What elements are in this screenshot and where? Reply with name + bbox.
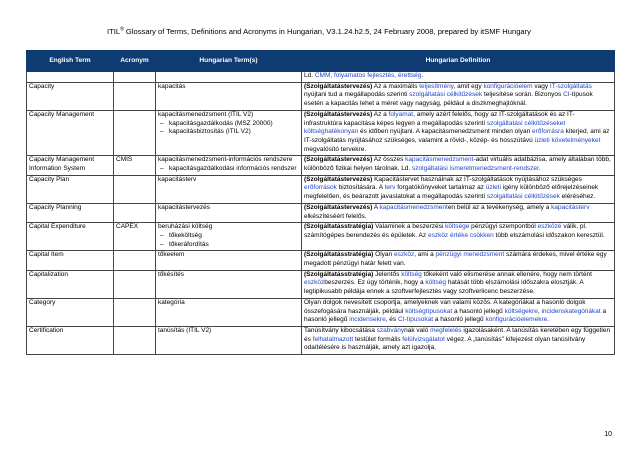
acronym-cell: CAPEX xyxy=(114,223,156,251)
glossary-term-link[interactable]: felhatalmazott xyxy=(312,335,354,343)
glossary-term-link[interactable]: felülvizsgálatot xyxy=(402,335,445,343)
acronym-cell xyxy=(114,270,156,298)
glossary-term-link[interactable]: eszköz xyxy=(304,279,325,287)
definition-text: , amely azért felelős, hogy az IT-szolgáltatások és az IT-infrastruktúra kapacitása képes legyen a megállapodás szerinti xyxy=(304,110,575,127)
page-number: 10 xyxy=(604,431,612,438)
column-header-hungarian-terms: Hungarian Term(s) xyxy=(156,51,302,72)
definition-text: megvalósító tervekre. xyxy=(304,145,367,153)
hungarian-term-text: kapacitásgazdálkodás (MSZ 20000) xyxy=(169,119,273,127)
definition-text: , amit egy xyxy=(453,82,484,90)
hungarian-term-text: kapacitás xyxy=(158,82,186,90)
definition-text: igazolásaként. A tanúsítás keretében egy független és xyxy=(304,326,611,343)
glossary-term-link[interactable]: pénzügyi menedzsment xyxy=(435,251,505,259)
definition-text: forgatókönyveket tartalmaz az xyxy=(395,184,486,192)
hungarian-term-text: tanúsítás (ITIL V2) xyxy=(158,326,212,334)
definition-cell xyxy=(302,223,615,251)
stage-label: (Szolgáltatástervezés) xyxy=(304,156,373,164)
glossary-term-link[interactable]: eszköz értéke csökken xyxy=(427,231,494,239)
english-term-cell: Certification xyxy=(27,326,114,354)
hungarian-term-cell xyxy=(156,251,302,270)
definition-text: válik, pl. számítógépes berendezés és épületek. Az xyxy=(304,223,587,239)
definition-text: , ami a xyxy=(414,251,436,259)
table-header-row xyxy=(27,51,615,72)
glossary-term-link[interactable]: erőforrásra xyxy=(532,128,564,136)
definition-text: A xyxy=(372,203,380,211)
hungarian-term-text: kapacitásbiztosítás (ITIL V2) xyxy=(169,128,251,136)
header-title-pre: ITIL xyxy=(107,27,121,36)
glossary-term-link[interactable]: kapacitásmenedzsment xyxy=(379,203,448,211)
definition-text: Olyan dolgok nevesített csoportja, amelyeknek van valami közös. A kategóriákat a hasonló dolgok összefogására használják, például xyxy=(304,298,586,315)
table-row xyxy=(27,82,615,110)
glossary-term-link[interactable]: szolgáltatási célkitűzéseket költséghatékonyan xyxy=(304,119,566,136)
table-row xyxy=(27,156,615,175)
definition-text: elkészítéséért felelős. xyxy=(304,212,367,220)
hungarian-term-text: tőkeköltség xyxy=(169,231,202,239)
definition-text: . xyxy=(421,72,424,79)
glossary-term-link[interactable]: terv xyxy=(384,184,396,192)
definition-text: nak való xyxy=(404,326,431,334)
definition-text: -típusok esetén a kapacitás lehet a méret vagy nagyság, például a diszkmeghajtóknál. xyxy=(304,91,593,108)
definition-text: több elszámolási időszakon keresztül. xyxy=(493,231,605,239)
hungarian-term-cell xyxy=(156,156,302,175)
hungarian-term-text: kategória xyxy=(158,298,185,306)
glossary-term-link[interactable]: költségekre xyxy=(504,307,538,315)
definition-text: végez. A „tanúsítás" kifejezést olyan tanúsítvány odaítélésére is használják, amely azt igazolja, xyxy=(304,335,586,352)
glossary-term-link[interactable]: üzleti követelményeket xyxy=(534,136,601,144)
acronym-cell: CMIS xyxy=(114,156,156,175)
definition-text: en belül az a tevékenység, amely a xyxy=(447,203,552,211)
hungarian-term-cell xyxy=(156,82,302,110)
definition-cell xyxy=(302,270,615,298)
glossary-term-link[interactable]: folyamat xyxy=(388,110,414,118)
glossary-body xyxy=(27,72,615,355)
hungarian-term-text: kapacitásterv xyxy=(158,175,197,183)
definition-text: tőkeként való elismerése annak ellenére, hogy nem történt xyxy=(421,270,592,278)
english-term-cell: Capacity Plan xyxy=(27,175,114,203)
definition-text: Az összes xyxy=(372,156,406,164)
english-term-cell: Capital Item xyxy=(27,251,114,270)
table-row xyxy=(27,110,615,156)
definition-cell xyxy=(302,175,615,203)
acronym-cell xyxy=(114,82,156,110)
table-row xyxy=(27,298,615,326)
glossary-term-link[interactable]: teljesítmény xyxy=(419,82,454,90)
glossary-term-link[interactable]: szolgáltatási ismeretmenedzsment-rendszer xyxy=(412,165,539,173)
definition-text: Valaminek a beszerzési xyxy=(373,223,446,231)
hungarian-term-cell xyxy=(156,203,302,222)
definition-text: testület formális xyxy=(353,335,403,343)
hungarian-term-cell xyxy=(156,175,302,203)
definition-text: hatását több elszámolási időszakra elosztják. A legtipikusabb példája ennek a szoftverfejlesztés vagy szoftverlicenc beszerzése. xyxy=(304,279,584,296)
definition-text: pénzügyi szempontból xyxy=(469,223,538,231)
definition-cell xyxy=(302,203,615,222)
stage-label: (Szolgáltatásstratégia) xyxy=(304,270,374,278)
glossary-term-link[interactable]: CI xyxy=(563,91,570,99)
header-title-rest: Glossary of Terms, Definitions and Acronyms in Hungarian, V3.1.24.h2.5, 24 February 2008, prepared by itSMF Hungary xyxy=(123,27,531,36)
definition-cell xyxy=(302,251,615,270)
definition-text: -adat virtuális adatbázisa, amely általában több, különböző fizikai helyen tárolnak. Ld. xyxy=(304,156,611,173)
table-row xyxy=(27,223,615,251)
hungarian-term-cell xyxy=(156,326,302,354)
hungarian-term-text: tőkeráfordítás xyxy=(169,240,209,248)
definition-text: Olyan xyxy=(373,251,394,259)
glossary-term-link[interactable]: megfelelés xyxy=(430,326,462,334)
english-term-cell: Capital Expenditure xyxy=(27,223,114,251)
definition-text: és időben nyújtani. A kapacitásmenedzsment minden olyan xyxy=(358,128,533,136)
english-term-cell: Capacity Management Information System xyxy=(27,156,114,175)
hungarian-term-text: kapacitásmenedzsment (ITIL V2) xyxy=(158,110,254,118)
hungarian-term-cell xyxy=(156,110,302,156)
definition-cell xyxy=(302,72,615,83)
english-term-cell: Category xyxy=(27,298,114,326)
acronym-cell xyxy=(114,72,156,83)
english-term-cell xyxy=(27,72,114,83)
glossary-term-link[interactable]: IT-szolgáltatás xyxy=(549,82,592,90)
hungarian-term-text: beruházási költség xyxy=(158,223,213,231)
stage-label: (Szolgáltatástervezés) xyxy=(304,203,373,211)
hungarian-term-text: tőkésítés xyxy=(158,270,185,278)
definition-text: a hasonló jellegű xyxy=(452,307,505,315)
stage-label: (Szolgáltatástervezés) xyxy=(304,175,373,183)
glossary-term-link[interactable]: üzleti xyxy=(485,184,501,192)
glossary-term-link[interactable]: szolgáltatási célkitűzések xyxy=(486,193,560,201)
hungarian-term-text: kapacitásmenedzsment-információs rendszere xyxy=(158,156,293,164)
hungarian-term-cell xyxy=(156,223,302,251)
table-row xyxy=(27,175,615,203)
definition-cell xyxy=(302,110,615,156)
definition-text: Az a xyxy=(372,110,389,118)
definition-text: teljesítése során. Bizonyos xyxy=(482,91,564,99)
glossary-term-link[interactable]: CI-típusokat xyxy=(397,316,434,324)
hungarian-term-text: kapacitástervezés xyxy=(158,203,211,211)
glossary-term-link[interactable]: eszköz xyxy=(393,251,415,259)
definition-cell xyxy=(302,156,615,175)
acronym-cell xyxy=(114,326,156,354)
page-header xyxy=(0,27,638,36)
bullet-dash: – xyxy=(160,165,164,173)
definition-text: eléréséhez. xyxy=(559,193,596,201)
definition-cell xyxy=(302,82,615,110)
glossary-term-link[interactable]: szolgáltatási célkitűzések xyxy=(409,91,483,99)
hungarian-term-alternative xyxy=(158,165,299,174)
hungarian-term-cell xyxy=(156,298,302,326)
stage-label: (Szolgáltatástervezés) xyxy=(304,82,373,90)
glossary-term-link[interactable]: CMM, folyamatos fejlesztés, érettség xyxy=(314,72,422,79)
definition-text: . xyxy=(538,165,541,173)
definition-text: a hasonló jellegű xyxy=(304,307,607,324)
registered-mark: ® xyxy=(120,26,124,33)
table-row xyxy=(27,203,615,222)
definition-text: Ld. xyxy=(304,72,315,79)
bullet-dash: – xyxy=(160,128,164,136)
definition-text: nyújtani tud a megállapodás szerinti xyxy=(304,91,410,99)
definition-text: biztosítására. A xyxy=(336,184,385,192)
stage-label: (Szolgáltatástervezés) xyxy=(304,110,373,118)
column-header-english-term: English Term xyxy=(27,51,114,72)
glossary-term-link[interactable]: költségtípusokat xyxy=(405,307,453,315)
english-term-cell: Capitalization xyxy=(27,270,114,298)
column-header-hungarian-definition: Hungarian Definition xyxy=(302,51,615,72)
bullet-dash: – xyxy=(160,240,164,248)
acronym-cell xyxy=(114,251,156,270)
glossary-term-link[interactable]: incidensekre xyxy=(349,316,386,324)
glossary-term-link[interactable]: kapacitásmenedzsment xyxy=(405,156,474,164)
english-term-cell: Capacity Planning xyxy=(27,203,114,222)
acronym-cell xyxy=(114,203,156,222)
definition-text: beszerzés. Ez úgy történik, hogy a xyxy=(324,279,426,287)
glossary-term-link[interactable]: konfigurációelemekre xyxy=(485,316,548,324)
table-row xyxy=(27,326,615,354)
hungarian-term-alternative xyxy=(158,120,299,129)
definition-text: számára érdekes, mivel értéke egy megadott pénzügyi határ felett van. xyxy=(304,251,607,268)
glossary-term-link[interactable]: incidenskategóriákat xyxy=(541,307,601,315)
stage-label: (Szolgáltatásstratégia) xyxy=(304,223,374,231)
definition-cell xyxy=(302,326,615,354)
stage-label: (Szolgáltatásstratégia) xyxy=(304,251,374,259)
glossary-table xyxy=(26,50,615,355)
hungarian-term-alternative xyxy=(158,232,299,241)
english-term-cell: Capacity Management xyxy=(27,110,114,156)
table-row xyxy=(27,251,615,270)
glossary-term-link[interactable]: konfigurációelem xyxy=(483,82,533,90)
glossary-term-link[interactable]: költség xyxy=(401,270,422,278)
acronym-cell xyxy=(114,110,156,156)
bullet-dash: – xyxy=(160,119,164,127)
definition-text: vagy xyxy=(532,82,550,90)
glossary-term-link[interactable]: szabvány xyxy=(376,326,405,334)
bullet-dash: – xyxy=(160,231,164,239)
definition-text: Kapacitástervet használnak az IT-szolgáltatások nyújtásához szükséges xyxy=(372,175,582,183)
column-header-acronym: Acronym xyxy=(114,51,156,72)
definition-cell xyxy=(302,298,615,326)
acronym-cell xyxy=(114,175,156,203)
definition-text: Az a maximális xyxy=(372,82,420,90)
definition-text: igény különböző előrejelzéseinek megfelelően, és beárazott javaslatokat a megállapodás szerinti xyxy=(304,184,599,201)
hungarian-term-text: kapacitásgazdálkodási információs rendszer xyxy=(169,165,297,173)
hungarian-term-text: tőkeelem xyxy=(158,251,185,259)
hungarian-term-alternative xyxy=(158,241,299,250)
glossary-term-link[interactable]: kapacitásterv xyxy=(551,203,590,211)
glossary-term-link[interactable]: erőforrások xyxy=(304,184,337,192)
glossary-term-link[interactable]: költség xyxy=(425,279,447,287)
definition-text: Jelentős xyxy=(373,270,402,278)
definition-text: . xyxy=(547,316,550,324)
definition-text: , xyxy=(537,307,542,315)
definition-text: a hasonló jellegű xyxy=(433,316,486,324)
hungarian-term-cell xyxy=(156,270,302,298)
hungarian-term-alternative xyxy=(158,128,299,137)
hungarian-term-cell xyxy=(156,72,302,83)
glossary-term-link[interactable]: eszközé xyxy=(537,223,562,231)
definition-text: Tanúsítvány kibocsátása xyxy=(304,326,377,334)
table-row xyxy=(27,270,615,298)
definition-text: kiterjed, ami az IT-szolgáltatás nyújtásához szükséges, valamint a rövid-, közép- és hosszútávú xyxy=(304,128,610,144)
glossary-term-link[interactable]: költsége xyxy=(445,223,470,231)
acronym-cell xyxy=(114,298,156,326)
table-row xyxy=(27,72,615,83)
definition-text: , és xyxy=(385,316,398,324)
english-term-cell: Capacity xyxy=(27,82,114,110)
